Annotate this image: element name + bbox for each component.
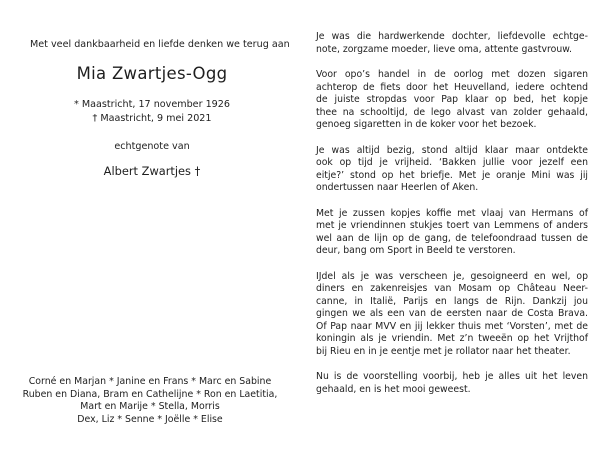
text-line: ondertussen naar Heerlen of Aken.: [316, 182, 479, 193]
text-line: koningin als je vriendin. Met z’n tweeën op het Vrijthof: [316, 333, 588, 344]
text-line: met je vriendinnen stukjes toert van Lemmens of anders: [316, 220, 588, 231]
text-line: note, zorgzame moeder, lieve oma, attente gastvrouw.: [316, 43, 572, 55]
text-line: thee na schooltijd, de lego alvast van zolder gehaald,: [316, 106, 588, 118]
text-line: gehaald, en is het mooi geweest.: [316, 383, 471, 395]
spouse-name: Albert Zwartjes †: [103, 164, 201, 178]
text-line: genoeg sigaretten in de koker voor het bezoek.: [316, 119, 537, 130]
text-line: canne, in Italië, Parijs en langs de Rijn. Dankzij jou: [316, 295, 588, 307]
text-line: ook op tijd je vrijheid. ‘Bakken jullie voor jezelf een: [316, 157, 588, 168]
text-line: Of Pap naar MVV en jij lekker thuis met ‘Vorsten’, met de: [316, 320, 588, 332]
text-line: IJdel als je was verscheen je, gesoigneerd en wel, op: [316, 270, 588, 282]
text-line: Nu is de voorstelling voorbij, heb je alles uit het leven: [316, 371, 588, 382]
text-line: gingen we als een van de eersten naar de Costa Brava.: [316, 308, 588, 319]
paragraph: [316, 31, 588, 56]
family-line: Ruben en Diana, Bram en Cathelijne * Ron en Laetitia,: [22, 388, 278, 400]
spouse-label: echtgenote van: [114, 141, 190, 152]
text-line: deur, bang om Sport in Beeld te verstoren.: [316, 245, 516, 256]
paragraph: [316, 271, 588, 359]
paragraph: [316, 371, 588, 396]
family-line: Mart en Marije * Stella, Morris: [80, 401, 220, 412]
text-line: diners en zakenreisjes van Mosam op Château Neer-: [316, 283, 588, 294]
text-line: wel aan de lijn op de gang, de telefoondraad tussen de: [316, 232, 588, 244]
family-list: [0, 376, 300, 426]
family-line: Corné en Marjan * Janine en Frans * Marc en Sabine: [28, 376, 272, 387]
paragraph: [316, 145, 588, 195]
text-line: Je was die hardwerkende dochter, liefdevolle echtge-: [316, 31, 588, 42]
text-line: bij Rieu en in je eentje met je rollator naar het theater.: [316, 345, 571, 357]
paragraph: [316, 69, 588, 132]
text-line: eitje?’ stond op het briefje. Met je oranje Mini was jij: [316, 169, 588, 181]
text-line: Je was altijd bezig, stond altijd klaar maar ontdekte: [316, 144, 588, 156]
text-line: Met je zussen kopjes koffie met vlaaj van Hermans of: [316, 207, 588, 219]
death-date: † Maastricht, 9 mei 2021: [92, 113, 212, 124]
text-line: achterop de fiets door het Heuvelland, iedere ochtend: [316, 81, 588, 93]
intro-text: Met veel dankbaarheid en liefde denken we terug aan: [30, 39, 290, 50]
birth-date: * Maastricht, 17 november 1926: [73, 99, 230, 110]
deceased-name: Mia Zwartjes-Ogg: [76, 64, 228, 83]
paragraph: [316, 208, 588, 258]
text-line: Voor opo’s handel in de oorlog met dozen sigaren: [316, 69, 588, 80]
text-line: de juiste stropdas voor Pap klaar op bed, het kopje: [316, 94, 588, 105]
right-panel: [316, 31, 588, 409]
family-line: Dex, Liz * Senne * Joëlle * Elise: [77, 413, 223, 425]
